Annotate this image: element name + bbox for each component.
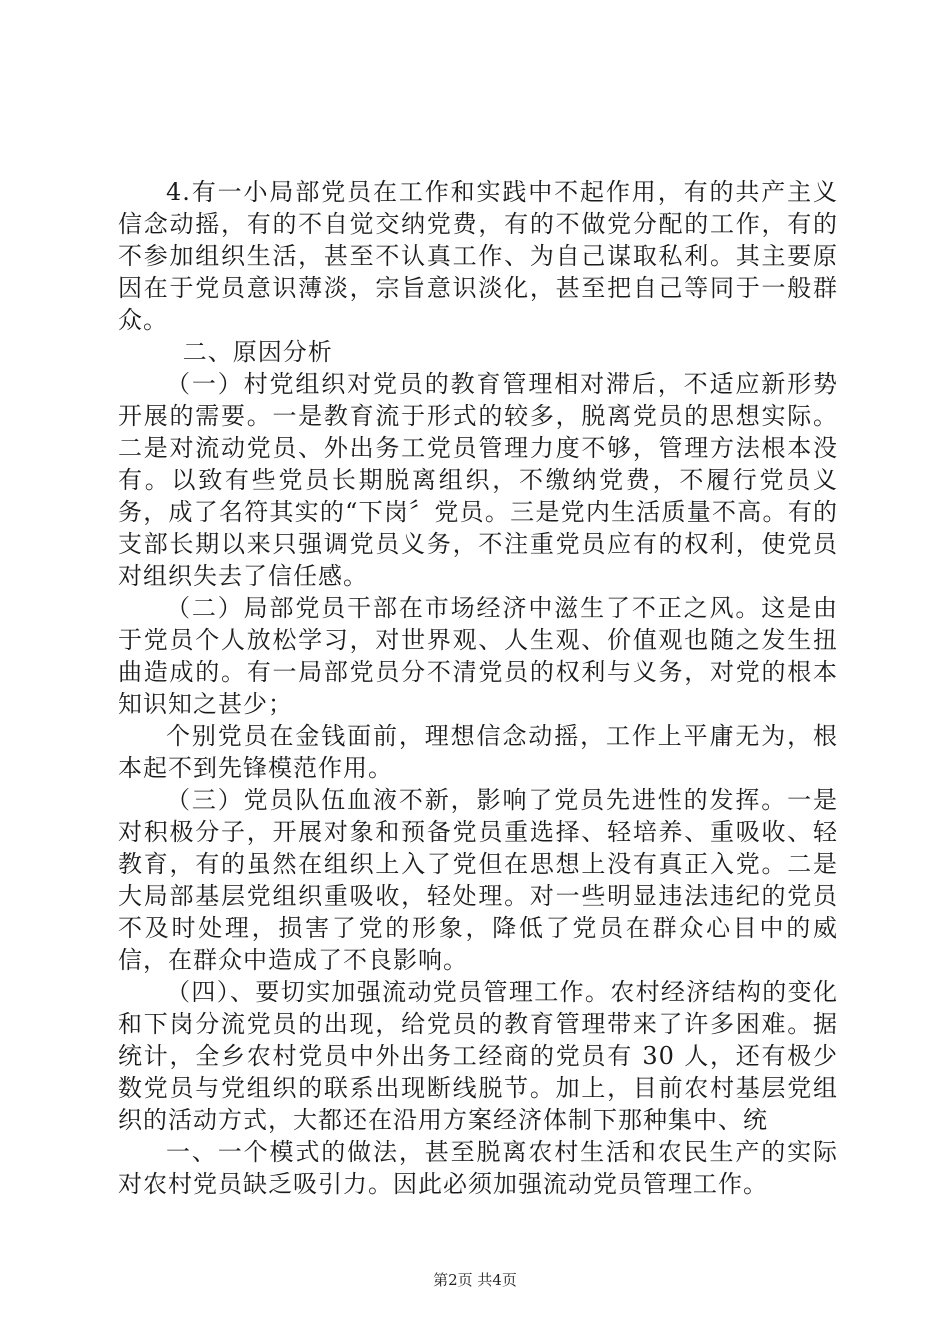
paragraph-cause-4: （四）、要切实加强流动党员管理工作。农村经济结构的变化和下岗分流党员的出现，给党员的教育管理带来了许多困难。据统计，全乡农村党员中外出务工经商的党员有 30 人，还有极少数党员与党组织的联系出现断线脱节。加上，目前农村基层党组织的活动方式，大都还在沿用方案经济体制下那种集中、统 xyxy=(118,978,838,1134)
document-body xyxy=(118,176,838,1200)
paragraph-cause-2-continued: 个别党员在金钱面前，理想信念动摇，工作上平庸无为，根本起不到先锋模范作用。 xyxy=(118,722,838,782)
section-heading-cause-analysis: 二、原因分析 xyxy=(182,338,333,366)
paragraph-cause-1: （一）村党组织对党员的教育管理相对滞后，不适应新形势开展的需要。一是教育流于形式的较多，脱离党员的思想实际。二是对流动党员、外出务工党员管理力度不够，管理方法根本没有。以致有些党员长期脱离组织，不缴纳党费，不履行党员义务，成了名符其实的“下岗〞党员。三是党内生活质量不高。有的支部长期以来只强调党员义务，不注重党员应有的权利，使党员对组织失去了信任感。 xyxy=(118,370,838,590)
page-number-footer: 第2页 共4页 xyxy=(433,1271,517,1289)
paragraph-point-4: 4.有一小局部党员在工作和实践中不起作用，有的共产主义信念动摇，有的不自觉交纳党费，有的不做党分配的工作，有的不参加组织生活，甚至不认真工作、为自己谋取私利。其主要原因在于党员意识薄淡，宗旨意识淡化，甚至把自己等同于一般群众。 xyxy=(118,178,838,334)
paragraph-cause-2: （二）局部党员干部在市场经济中滋生了不正之风。这是由于党员个人放松学习，对世界观、人生观、价值观也随之发生扭曲造成的。有一局部党员分不清党员的权利与义务，对党的根本知识知之甚少； xyxy=(118,594,838,718)
paragraph-cause-4-continued: 一、一个模式的做法，甚至脱离农村生活和农民生产的实际对农村党员缺乏吸引力。因此必须加强流动党员管理工作。 xyxy=(118,1138,838,1198)
paragraph-cause-3: （三）党员队伍血液不新，影响了党员先进性的发挥。一是对积极分子，开展对象和预备党员重选择、轻培养、重吸收、轻教育，有的虽然在组织上入了党但在思想上没有真正入党。二是大局部基层党组织重吸收，轻处理。对一些明显违法违纪的党员不及时处理，损害了党的形象，降低了党员在群众心目中的威信，在群众中造成了不良影响。 xyxy=(118,786,838,974)
